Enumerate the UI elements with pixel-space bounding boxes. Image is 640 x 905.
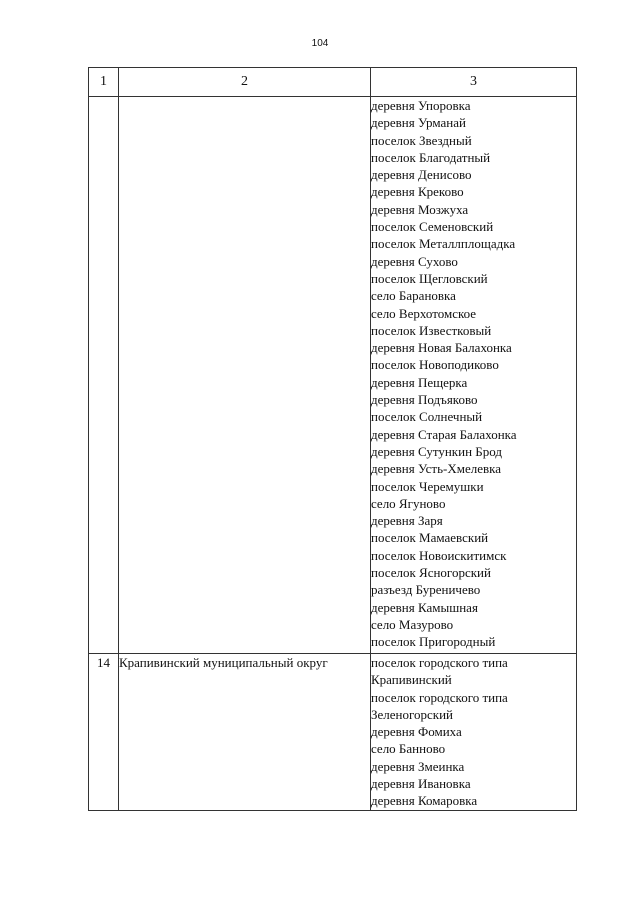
settlement-item: деревня Подъяково [371, 392, 478, 408]
column-header-1: 1 [89, 68, 119, 97]
settlement-item: поселок Новоискитимск [371, 547, 507, 563]
column-header-2: 2 [119, 68, 371, 97]
settlement-item: деревня Урманай [371, 115, 466, 131]
row-number-cell [89, 97, 119, 654]
settlement-item: поселок Ясногорский [371, 565, 491, 581]
settlement-item: деревня Фомиха [371, 724, 462, 740]
settlement-item: деревня Старая Балахонка [371, 426, 517, 442]
table-header-row [89, 68, 577, 97]
settlement-item: село Банново [371, 741, 446, 757]
settlement-item: поселок Черемушки [371, 478, 484, 494]
settlement-item: деревня Мозжуха [371, 201, 469, 217]
settlement-item: поселок Мамаевский [371, 530, 489, 546]
column-header-3: 3 [371, 68, 577, 97]
settlement-item: поселок городского типа [371, 655, 508, 670]
settlement-item: поселок Металлплощадка [371, 236, 516, 252]
settlement-item: поселок Семеновский [371, 219, 494, 235]
settlement-item: село Барановка [371, 288, 456, 304]
settlements-table [88, 67, 577, 811]
page-number: 104 [311, 38, 329, 49]
settlement-item: поселок Щегловский [371, 270, 488, 286]
settlement-item: деревня Сутункин Брод [371, 443, 502, 459]
settlement-item: село Ягуново [371, 495, 446, 511]
settlement-item: деревня Новая Балахонка [371, 340, 512, 356]
row-number-cell: 14 [89, 654, 119, 811]
settlement-item: деревня Комаровка [371, 793, 478, 809]
settlement-item: поселок городского типа [371, 689, 508, 705]
table-row [89, 97, 577, 654]
table-row [89, 654, 577, 811]
settlement-item: поселок Звездный [371, 132, 472, 148]
settlement-item: деревня Усть-Хмелевка [371, 461, 501, 477]
settlement-item: поселок Пригородный [371, 634, 496, 650]
settlement-item: поселок Благодатный [371, 149, 491, 165]
settlement-item: поселок Новоподиково [371, 357, 499, 373]
settlement-list-cell [371, 97, 577, 654]
municipality-name-cell: Крапивинский муниципальный округ [119, 654, 371, 811]
settlement-item: деревня Креково [371, 184, 464, 200]
settlement-item: деревня Змеинка [371, 758, 465, 774]
settlement-item: деревня Ивановка [371, 776, 471, 792]
settlement-item: поселок Известковый [371, 322, 492, 338]
settlement-item: Зеленогорский [371, 706, 454, 722]
settlement-item: деревня Упоровка [371, 98, 471, 113]
settlement-item: село Верхотомское [371, 305, 477, 321]
settlement-item: деревня Камышная [371, 599, 478, 615]
settlement-item: разъезд Буреничево [371, 582, 481, 598]
municipality-name-cell [119, 97, 371, 654]
settlement-item: деревня Заря [371, 513, 443, 529]
settlement-item: Крапивинский [371, 672, 452, 688]
settlement-item: село Мазурово [371, 616, 454, 632]
settlement-list-cell [371, 654, 577, 811]
settlement-item: поселок Солнечный [371, 409, 483, 425]
settlement-item: деревня Денисово [371, 167, 472, 183]
settlement-item: деревня Сухово [371, 253, 458, 269]
settlement-item: деревня Пещерка [371, 374, 468, 390]
